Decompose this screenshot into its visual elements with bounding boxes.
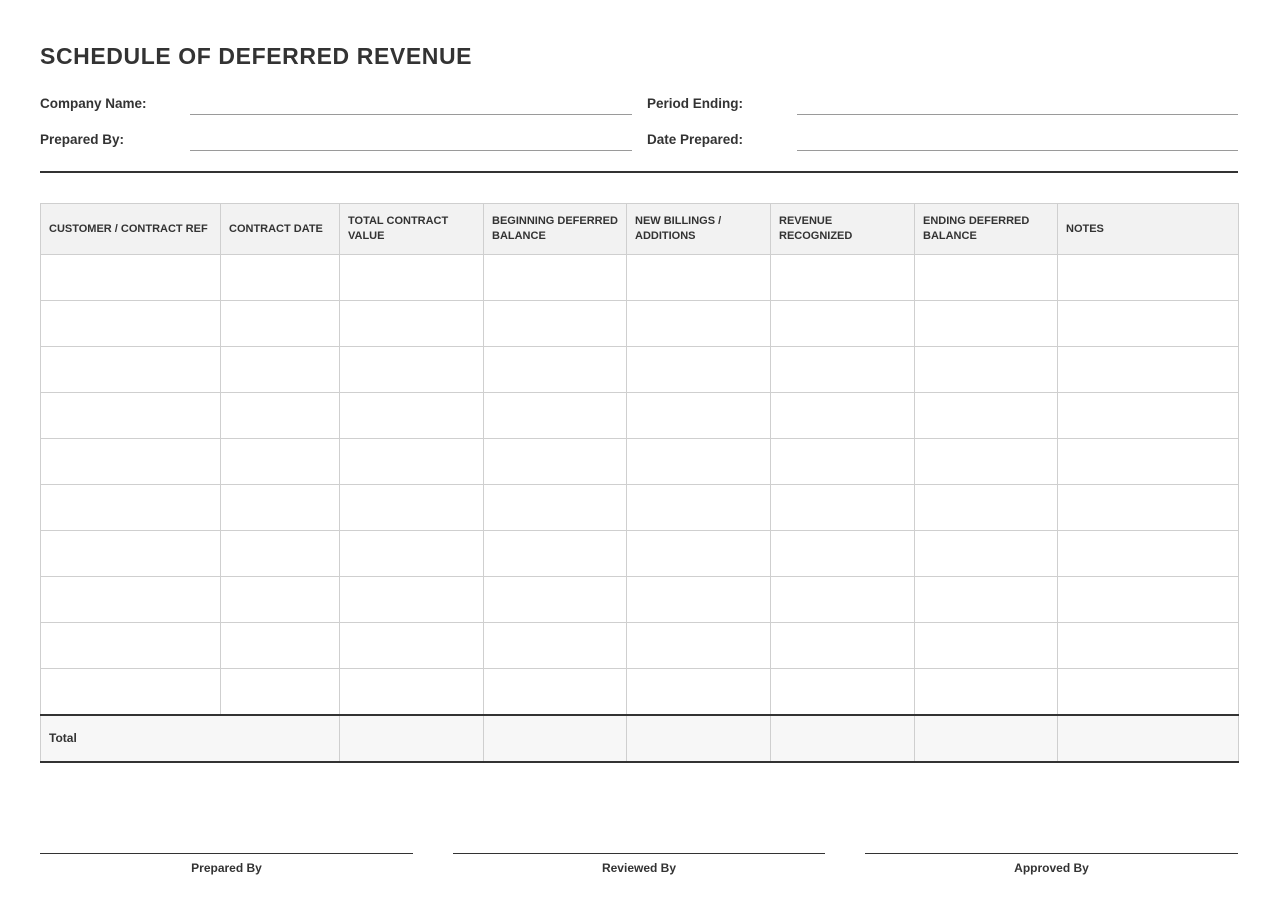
table-cell[interactable] <box>484 301 627 347</box>
total-label: Total <box>41 715 340 762</box>
table-cell[interactable] <box>484 669 627 715</box>
table-cell[interactable] <box>484 531 627 577</box>
table-cell[interactable] <box>41 485 221 531</box>
column-header-total-contract-value: TOTAL CONTRACT VALUE <box>340 204 484 255</box>
table-cell[interactable] <box>915 577 1058 623</box>
date-prepared-label: Date Prepared: <box>647 132 744 147</box>
table-cell[interactable] <box>627 393 771 439</box>
header-divider <box>40 171 1238 173</box>
table-row <box>41 301 1239 347</box>
schedule-table <box>40 203 1239 763</box>
table-cell[interactable] <box>41 669 221 715</box>
table-cell[interactable] <box>915 255 1058 301</box>
table-cell[interactable] <box>221 577 340 623</box>
table-cell[interactable] <box>771 255 915 301</box>
table-cell[interactable] <box>1058 577 1239 623</box>
table-cell[interactable] <box>340 669 484 715</box>
column-header-beginning-deferred-balance: BEGINNING DEFERRED BALANCE <box>484 204 627 255</box>
table-cell[interactable] <box>221 255 340 301</box>
total-row <box>41 715 1239 762</box>
table-body <box>41 255 1239 715</box>
approved-by-signature-line[interactable] <box>865 853 1238 854</box>
table-cell[interactable] <box>221 439 340 485</box>
prepared-by-field[interactable] <box>190 150 632 151</box>
table-row <box>41 255 1239 301</box>
table-cell[interactable] <box>340 255 484 301</box>
total-cell[interactable] <box>484 715 627 762</box>
table-cell[interactable] <box>41 347 221 393</box>
table-cell[interactable] <box>1058 531 1239 577</box>
table-cell[interactable] <box>221 669 340 715</box>
table-cell[interactable] <box>771 439 915 485</box>
table-cell[interactable] <box>771 301 915 347</box>
table-cell[interactable] <box>1058 669 1239 715</box>
table-cell[interactable] <box>915 623 1058 669</box>
table-cell[interactable] <box>340 347 484 393</box>
prepared-by-signature-line[interactable] <box>40 853 413 854</box>
table-cell[interactable] <box>41 531 221 577</box>
total-cell[interactable] <box>1058 715 1239 762</box>
table-row <box>41 623 1239 669</box>
table-cell[interactable] <box>627 669 771 715</box>
table-cell[interactable] <box>627 485 771 531</box>
table-cell[interactable] <box>1058 301 1239 347</box>
total-cell[interactable] <box>627 715 771 762</box>
table-cell[interactable] <box>1058 347 1239 393</box>
table-cell[interactable] <box>484 439 627 485</box>
table-row <box>41 669 1239 715</box>
table-cell[interactable] <box>340 439 484 485</box>
table-cell[interactable] <box>41 439 221 485</box>
reviewed-by-signature-label: Reviewed By <box>601 861 677 875</box>
table-cell[interactable] <box>915 393 1058 439</box>
table-row <box>41 577 1239 623</box>
table-cell[interactable] <box>1058 255 1239 301</box>
period-ending-field[interactable] <box>797 114 1238 115</box>
total-cell[interactable] <box>771 715 915 762</box>
table-cell[interactable] <box>627 301 771 347</box>
table-cell[interactable] <box>41 301 221 347</box>
table-cell[interactable] <box>41 577 221 623</box>
table-cell[interactable] <box>1058 485 1239 531</box>
date-prepared-field[interactable] <box>797 150 1238 151</box>
table-cell[interactable] <box>771 393 915 439</box>
column-header-customer-contract-ref: CUSTOMER / CONTRACT REF <box>41 204 221 255</box>
table-cell[interactable] <box>340 531 484 577</box>
table-cell[interactable] <box>627 439 771 485</box>
table-cell[interactable] <box>221 301 340 347</box>
table-cell[interactable] <box>41 393 221 439</box>
table-cell[interactable] <box>771 531 915 577</box>
table-cell[interactable] <box>1058 439 1239 485</box>
table-cell[interactable] <box>771 485 915 531</box>
table-cell[interactable] <box>627 577 771 623</box>
total-cell[interactable] <box>915 715 1058 762</box>
column-header-notes: NOTES <box>1058 204 1239 255</box>
table-cell[interactable] <box>1058 393 1239 439</box>
total-cell[interactable] <box>340 715 484 762</box>
table-cell[interactable] <box>221 485 340 531</box>
column-header-new-billings-additions: NEW BILLINGS / ADDITIONS <box>627 204 771 255</box>
company-name-field[interactable] <box>190 114 632 115</box>
table-cell[interactable] <box>484 393 627 439</box>
table-cell[interactable] <box>915 301 1058 347</box>
table-cell[interactable] <box>221 531 340 577</box>
table-cell[interactable] <box>221 393 340 439</box>
column-header-ending-deferred-balance: ENDING DEFERRED BALANCE <box>915 204 1058 255</box>
column-header-revenue-recognized: REVENUE RECOGNIZED <box>771 204 915 255</box>
table-cell[interactable] <box>41 623 221 669</box>
prepared-by-signature-label: Prepared By <box>191 861 262 875</box>
table-cell[interactable] <box>340 485 484 531</box>
table-row <box>41 393 1239 439</box>
table-cell[interactable] <box>915 485 1058 531</box>
table-cell[interactable] <box>627 531 771 577</box>
table-cell[interactable] <box>484 347 627 393</box>
table-cell[interactable] <box>484 255 627 301</box>
table-row <box>41 485 1239 531</box>
page-title: SCHEDULE OF DEFERRED REVENUE <box>40 43 473 69</box>
company-name-label: Company Name: <box>40 96 147 111</box>
table-cell[interactable] <box>771 577 915 623</box>
table-cell[interactable] <box>627 255 771 301</box>
table-cell[interactable] <box>41 255 221 301</box>
table-cell[interactable] <box>484 623 627 669</box>
table-cell[interactable] <box>340 623 484 669</box>
table-header-row <box>41 204 1239 255</box>
table-cell[interactable] <box>771 623 915 669</box>
period-ending-label: Period Ending: <box>647 96 743 111</box>
table-cell[interactable] <box>627 347 771 393</box>
table-cell[interactable] <box>771 347 915 393</box>
table-cell[interactable] <box>221 623 340 669</box>
approved-by-signature-label: Approved By <box>1014 861 1089 875</box>
table-cell[interactable] <box>340 301 484 347</box>
reviewed-by-signature-line[interactable] <box>453 853 825 854</box>
table-row <box>41 439 1239 485</box>
table-cell[interactable] <box>484 485 627 531</box>
table-row <box>41 531 1239 577</box>
table-cell[interactable] <box>221 347 340 393</box>
table-cell[interactable] <box>627 623 771 669</box>
table-cell[interactable] <box>915 439 1058 485</box>
column-header-contract-date: CONTRACT DATE <box>221 204 340 255</box>
table-cell[interactable] <box>484 577 627 623</box>
prepared-by-label: Prepared By: <box>40 132 125 147</box>
table-cell[interactable] <box>1058 623 1239 669</box>
table-cell[interactable] <box>771 669 915 715</box>
table-row <box>41 347 1239 393</box>
table-cell[interactable] <box>915 669 1058 715</box>
table-cell[interactable] <box>340 393 484 439</box>
table-cell[interactable] <box>915 531 1058 577</box>
table-cell[interactable] <box>340 577 484 623</box>
table-cell[interactable] <box>915 347 1058 393</box>
